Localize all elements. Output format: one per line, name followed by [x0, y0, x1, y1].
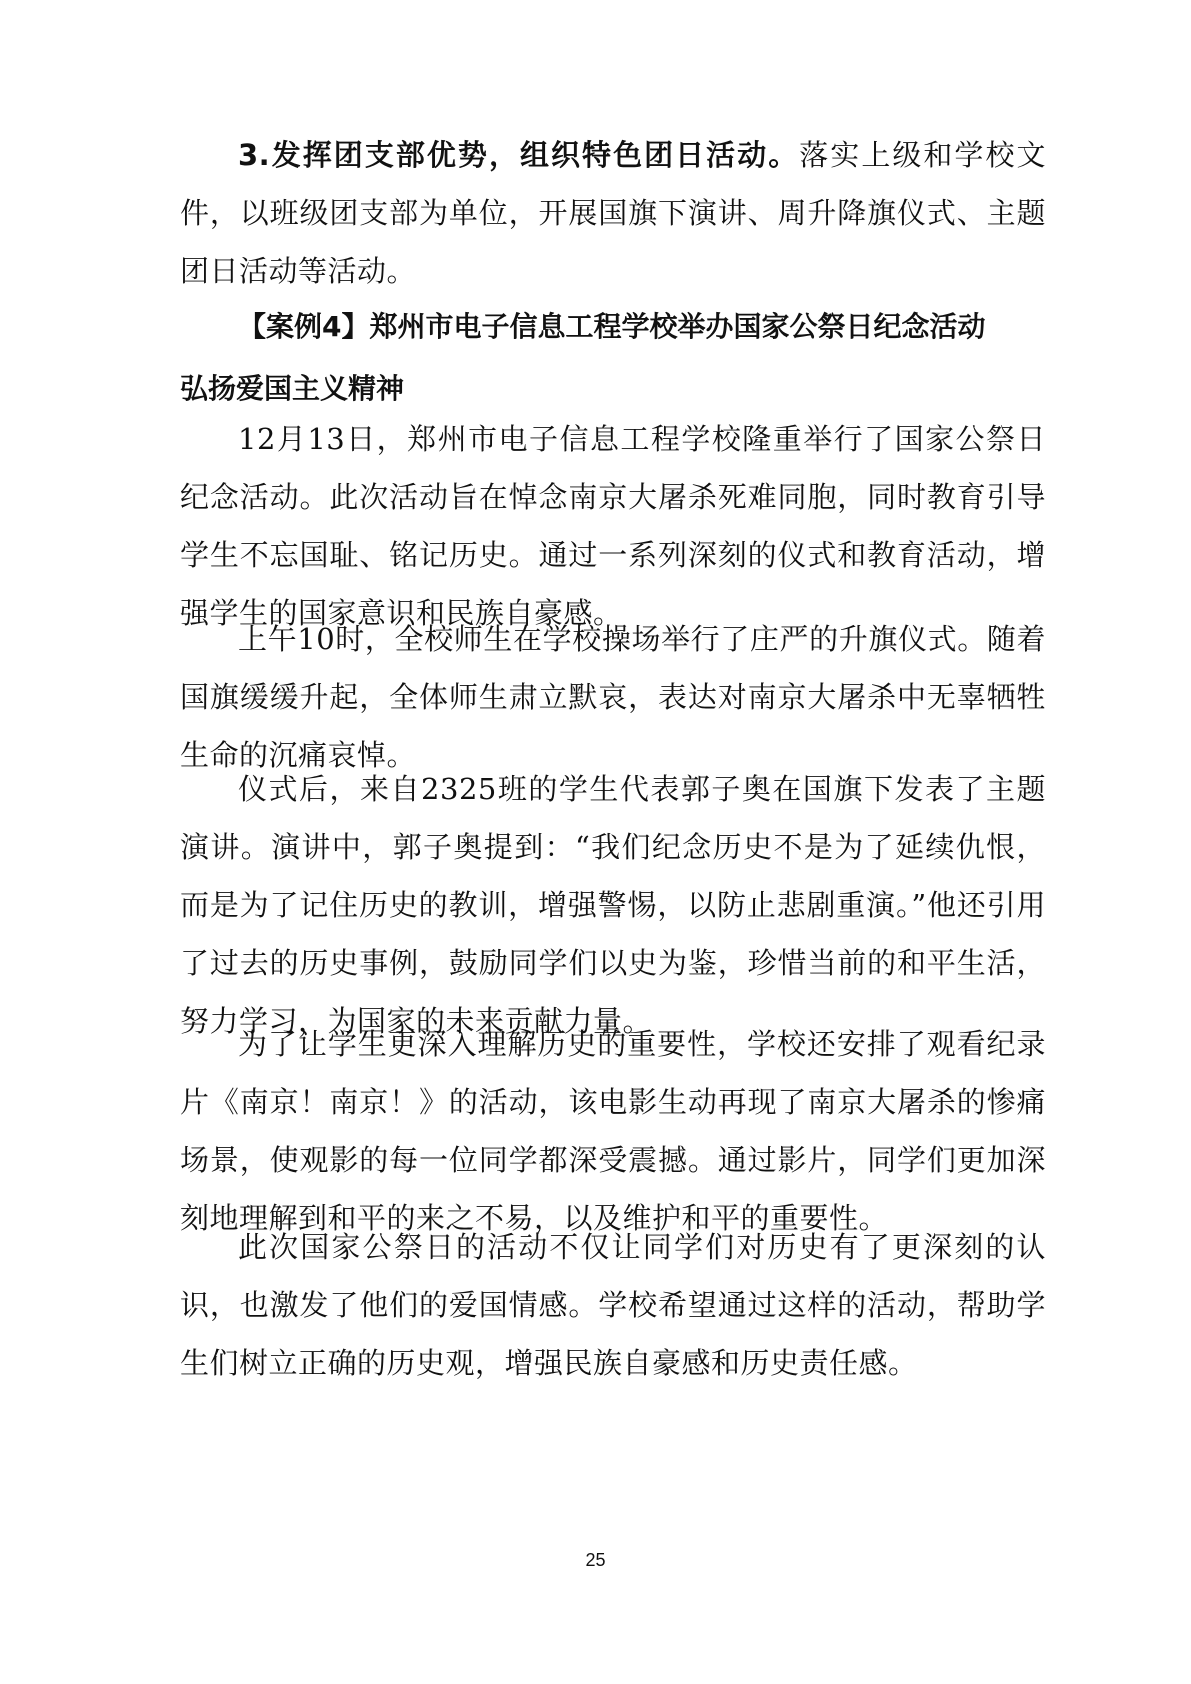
paragraph-documentary: 为了让学生更深入理解历史的重要性，学校还安排了观看纪录片《南京！南京！》的活动，该电影生动再现了南京大屠杀的惨痛场景，使观影的每一位同学都深受震撼。通过影片，同学们更加深刻地理解到和平的来之不易，以及维护和平的重要性。 — [180, 1027, 1046, 1235]
section-3-heading: 3.发挥团支部优势，组织特色团日活动。 — [238, 138, 800, 172]
paragraph-conclusion: 此次国家公祭日的活动不仅让同学们对历史有了更深刻的认识，也激发了他们的爱国情感。学校希望通过这样的活动，帮助学生们树立正确的历史观，增强民族自豪感和历史责任感。 — [180, 1230, 1046, 1380]
section-3-paragraph — [180, 126, 1046, 300]
paragraph-speech: 仪式后，来自2325班的学生代表郭子奥在国旗下发表了主题演讲。演讲中，郭子奥提到：“我们纪念历史不是为了延续仇恨，而是为了记住历史的教训，增强警惕，以防止悲剧重演。”他还引用了过去的历史事例，鼓励同学们以史为鉴，珍惜当前的和平生活，努力学习，为国家的未来贡献力量。 — [180, 772, 1046, 1038]
case-title-line-2: 弘扬爱国主义精神 — [180, 372, 405, 405]
page-number: 25 — [585, 1550, 606, 1570]
case-title-line-1: 【案例4】郑州市电子信息工程学校举办国家公祭日纪念活动 — [238, 310, 986, 343]
paragraph-flag-ceremony: 上午10时，全校师生在学校操场举行了庄严的升旗仪式。随着国旗缓缓升起，全体师生肃立默哀，表达对南京大屠杀中无辜牺牲生命的沉痛哀悼。 — [180, 622, 1046, 772]
case-title — [180, 296, 1060, 420]
paragraph-intro: 12月13日，郑州市电子信息工程学校隆重举行了国家公祭日纪念活动。此次活动旨在悼念南京大屠杀死难同胞，同时教育引导学生不忘国耻、铭记历史。通过一系列深刻的仪式和教育活动，增强学生的国家意识和民族自豪感。 — [180, 422, 1046, 630]
section-3-body: 落实上级和学校文件，以班级团支部为单位，开展国旗下演讲、周升降旗仪式、主题团日活动等活动。 — [180, 138, 1046, 288]
